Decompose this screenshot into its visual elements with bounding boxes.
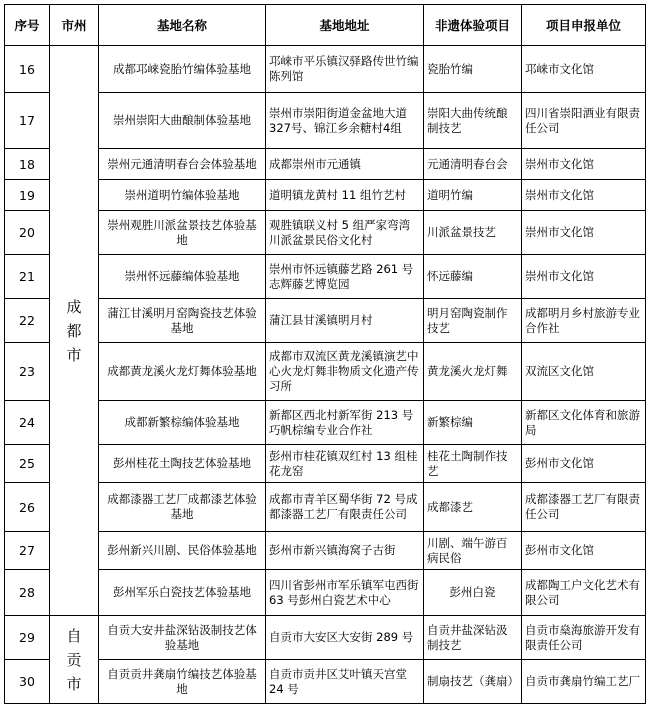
table-row [5, 616, 646, 660]
row-address: 四川省彭州市军乐镇军屯西街 63 号彭州白瓷艺术中心 [266, 570, 424, 616]
table-row [5, 255, 646, 299]
row-address: 蒲江县甘溪镇明月村 [266, 299, 424, 343]
table-row [5, 180, 646, 211]
row-serial: 26 [5, 483, 50, 532]
row-serial: 17 [5, 93, 50, 149]
table-row [5, 149, 646, 180]
row-project: 成都漆艺 [424, 483, 522, 532]
city-cell-zigong [50, 616, 99, 704]
row-serial: 28 [5, 570, 50, 616]
row-project: 黄龙溪火龙灯舞 [424, 343, 522, 401]
row-project: 怀远藤编 [424, 255, 522, 299]
row-project: 元通清明春台会 [424, 149, 522, 180]
row-address: 自贡市大安区大安街 289 号 [266, 616, 424, 660]
table-body [5, 46, 646, 704]
row-unit: 自贡市燊海旅游开发有限责任公司 [522, 616, 646, 660]
row-base-name: 崇州观胜川派盆景技艺体验基地 [99, 211, 266, 255]
row-base-name: 成都黄龙溪火龙灯舞体验基地 [99, 343, 266, 401]
row-unit: 新都区文化体育和旅游局 [522, 401, 646, 445]
row-unit: 成都陶工户文化艺术有限公司 [522, 570, 646, 616]
row-unit: 彭州市文化馆 [522, 532, 646, 570]
row-project: 崇阳大曲传统酿制技艺 [424, 93, 522, 149]
table-row [5, 211, 646, 255]
row-project: 桂花土陶制作技艺 [424, 445, 522, 483]
row-project: 彭州白瓷 [424, 570, 522, 616]
row-base-name: 自贡大安井盐深钻汲制技艺体验基地 [99, 616, 266, 660]
table-row [5, 532, 646, 570]
row-base-name: 成都邛崃瓷胎竹编体验基地 [99, 46, 266, 93]
row-base-name: 崇州怀远藤编体验基地 [99, 255, 266, 299]
header-city: 市州 [50, 5, 99, 46]
row-address: 成都崇州市元通镇 [266, 149, 424, 180]
row-serial: 21 [5, 255, 50, 299]
header-base-address: 基地地址 [266, 5, 424, 46]
row-project: 自贡井盐深钻汲制技艺 [424, 616, 522, 660]
row-project: 制扇技艺（龚扇） [424, 660, 522, 704]
row-base-name: 崇州元通清明春台会体验基地 [99, 149, 266, 180]
row-base-name: 彭州军乐白瓷技艺体验基地 [99, 570, 266, 616]
row-unit: 崇州市文化馆 [522, 149, 646, 180]
header-serial: 序号 [5, 5, 50, 46]
table-row [5, 660, 646, 704]
row-address: 彭州市新兴镇海窝子古街 [266, 532, 424, 570]
row-serial: 20 [5, 211, 50, 255]
row-address: 新都区西北村新军街 213 号巧帆棕编专业合作社 [266, 401, 424, 445]
row-unit: 成都明月乡村旅游专业合作社 [522, 299, 646, 343]
row-unit: 彭州市文化馆 [522, 445, 646, 483]
row-address: 观胜镇联义村 5 组严家弯湾川派盆景民俗文化村 [266, 211, 424, 255]
city-name: 成都市 [66, 297, 82, 364]
row-serial: 24 [5, 401, 50, 445]
row-serial: 18 [5, 149, 50, 180]
row-project: 新繁棕编 [424, 401, 522, 445]
row-base-name: 成都新繁棕编体验基地 [99, 401, 266, 445]
table-row [5, 401, 646, 445]
row-serial: 29 [5, 616, 50, 660]
table-row [5, 343, 646, 401]
row-unit: 崇州市文化馆 [522, 211, 646, 255]
row-base-name: 崇州道明竹编体验基地 [99, 180, 266, 211]
row-address: 崇州市怀远镇藤艺路 261 号志辉藤艺博览园 [266, 255, 424, 299]
row-unit: 自贡市龚扇竹编工艺厂 [522, 660, 646, 704]
row-unit: 崇州市文化馆 [522, 255, 646, 299]
row-base-name: 彭州新兴川剧、民俗体验基地 [99, 532, 266, 570]
table-row [5, 570, 646, 616]
table-row [5, 483, 646, 532]
row-address: 崇州市崇阳街道金盆地大道327号、锦江乡余糖村4组 [266, 93, 424, 149]
heritage-base-table [4, 4, 646, 704]
header-project: 非遗体验项目 [424, 5, 522, 46]
row-base-name: 蒲江甘溪明月窑陶瓷技艺体验基地 [99, 299, 266, 343]
row-serial: 25 [5, 445, 50, 483]
row-unit: 成都漆器工艺厂有限责任公司 [522, 483, 646, 532]
row-project: 瓷胎竹编 [424, 46, 522, 93]
row-base-name: 彭州桂花土陶技艺体验基地 [99, 445, 266, 483]
row-address: 道明镇龙黄村 11 组竹艺村 [266, 180, 424, 211]
row-project: 明月窑陶瓷制作技艺 [424, 299, 522, 343]
row-project: 道明竹编 [424, 180, 522, 211]
row-serial: 19 [5, 180, 50, 211]
row-unit: 双流区文化馆 [522, 343, 646, 401]
row-address: 成都市双流区黄龙溪镇演艺中心火龙灯舞非物质文化遗产传习所 [266, 343, 424, 401]
row-serial: 27 [5, 532, 50, 570]
row-serial: 23 [5, 343, 50, 401]
row-address: 自贡市贡井区艾叶镇天宫堂 24 号 [266, 660, 424, 704]
table-row [5, 46, 646, 93]
row-address: 邛崃市平乐镇汉驿路传世竹编陈列馆 [266, 46, 424, 93]
table-row [5, 93, 646, 149]
row-base-name: 自贡贡井龚扇竹编技艺体验基地 [99, 660, 266, 704]
row-serial: 30 [5, 660, 50, 704]
row-project: 川派盆景技艺 [424, 211, 522, 255]
city-name: 自贡市 [66, 626, 82, 693]
row-base-name: 成都漆器工艺厂成都漆艺体验基地 [99, 483, 266, 532]
city-cell-chengdu [50, 46, 99, 616]
table-row [5, 299, 646, 343]
row-address: 成都市青羊区蜀华街 72 号成都漆器工艺厂有限责任公司 [266, 483, 424, 532]
header-base-name: 基地名称 [99, 5, 266, 46]
row-serial: 22 [5, 299, 50, 343]
row-base-name: 崇州崇阳大曲酿制体验基地 [99, 93, 266, 149]
row-unit: 崇州市文化馆 [522, 180, 646, 211]
row-project: 川剧、端午游百病民俗 [424, 532, 522, 570]
table-row [5, 445, 646, 483]
row-unit: 邛崃市文化馆 [522, 46, 646, 93]
row-serial: 16 [5, 46, 50, 93]
table-header-row [5, 5, 646, 46]
row-address: 彭州市桂花镇双红村 13 组桂花龙窑 [266, 445, 424, 483]
row-unit: 四川省崇阳酒业有限责任公司 [522, 93, 646, 149]
header-unit: 项目申报单位 [522, 5, 646, 46]
